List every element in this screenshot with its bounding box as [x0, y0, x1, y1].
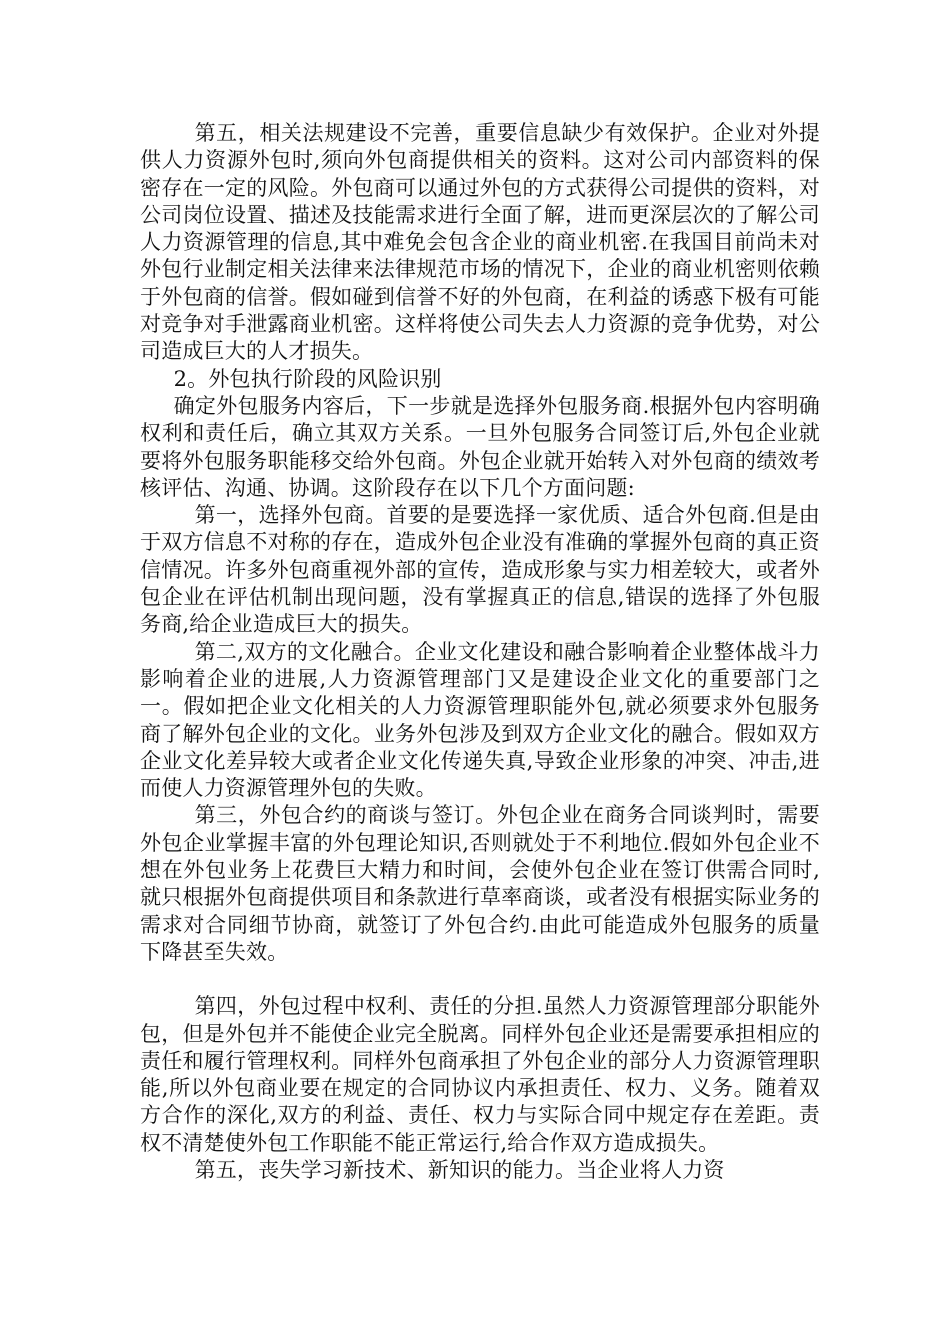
paragraph-execution-intro: 确定外包服务内容后，下一步就是选择外包服务商.根据外包内容明确权利和责任后，确立其双方关系。一旦外包服务合同签订后,外包企业就要将外包服务职能移交给外包商。外包企业就开始转入对外包商的绩效考核评估、沟通、协调。这阶段存在以下几个方面问题: — [140, 393, 820, 500]
document-body — [140, 120, 820, 1184]
paragraph-culture-fusion: 第二,双方的文化融合。企业文化建设和融合影响着企业整体战斗力影响着企业的进展,人力资源管理部门又是建设企业文化的重要部门之一。假如把企业文化相关的人力资源管理职能外包,就必须要求外包服务商了解外包企业的文化。业务外包涉及到双方企业文化的融合。假如双方企业文化差异较大或者企业文化传递失真,导致企业形象的冲突、冲击,进而使人力资源管理外包的失败。 — [140, 639, 820, 801]
section-heading-execution-risk: 2。外包执行阶段的风险识别 — [173, 366, 442, 391]
paragraph-rights-responsibilities: 第四，外包过程中权利、责任的分担.虽然人力资源管理部分职能外包，但是外包并不能使企业完全脱离。同样外包企业还是需要承担相应的责任和履行管理权利。同样外包商承担了外包企业的部分人力资源管理职能,所以外包商业要在规定的合同协议内承担责任、权力、义务。随着双方合作的深化,双方的利益、责任、权力与实际合同中规定存在差距。责权不清楚使外包工作职能不能正常运行,给合作双方造成损失。 — [140, 994, 820, 1155]
paragraph-gap — [140, 966, 820, 993]
paragraph-related-laws: 第五，相关法规建设不完善，重要信息缺少有效保护。企业对外提供人力资源外包时,须向外包商提供相关的资料。这对公司内部资料的保密存在一定的风险。外包商可以通过外包的方式获得公司提供的资料，对公司岗位设置、描述及技能需求进行全面了解，进而更深层次的了解公司人力资源管理的信息,其中难免会包含企业的商业机密.在我国目前尚未对外包行业制定相关法律来法律规范市场的情况下，企业的商业机密则依赖于外包商的信誉。假如碰到信誉不好的外包商，在利益的诱惑下极有可能对竞争对手泄露商业机密。这样将使公司失去人力资源的竞争优势，对公司造成巨大的人才损失。 — [140, 121, 820, 364]
paragraph-select-vendor: 第一，选择外包商。首要的是要选择一家优质、适合外包商.但是由于双方信息不对称的存在，造成外包企业没有准确的掌握外包商的真正资信情况。许多外包商重视外部的宣传，造成形象与实力相差较大，或者外包企业在评估机制出现问题，没有掌握真正的信息,错误的选择了外包服务商,给企业造成巨大的损失。 — [140, 503, 820, 637]
paragraph-lose-learning: 第五，丧失学习新技术、新知识的能力。当企业将人力资 — [194, 1157, 725, 1182]
paragraph-contract-negotiation: 第三，外包合约的商谈与签订。外包企业在商务合同谈判时，需要外包企业掌握丰富的外包理论知识,否则就处于不利地位.假如外包企业不想在外包业务上花费巨大精力和时间，会使外包企业在签订供需合同时,就只根据外包商提供项目和条款进行草率商谈，或者没有根据实际业务的需求对合同细节协商，就签订了外包合约.由此可能造成外包服务的质量下降甚至失效。 — [140, 803, 820, 964]
